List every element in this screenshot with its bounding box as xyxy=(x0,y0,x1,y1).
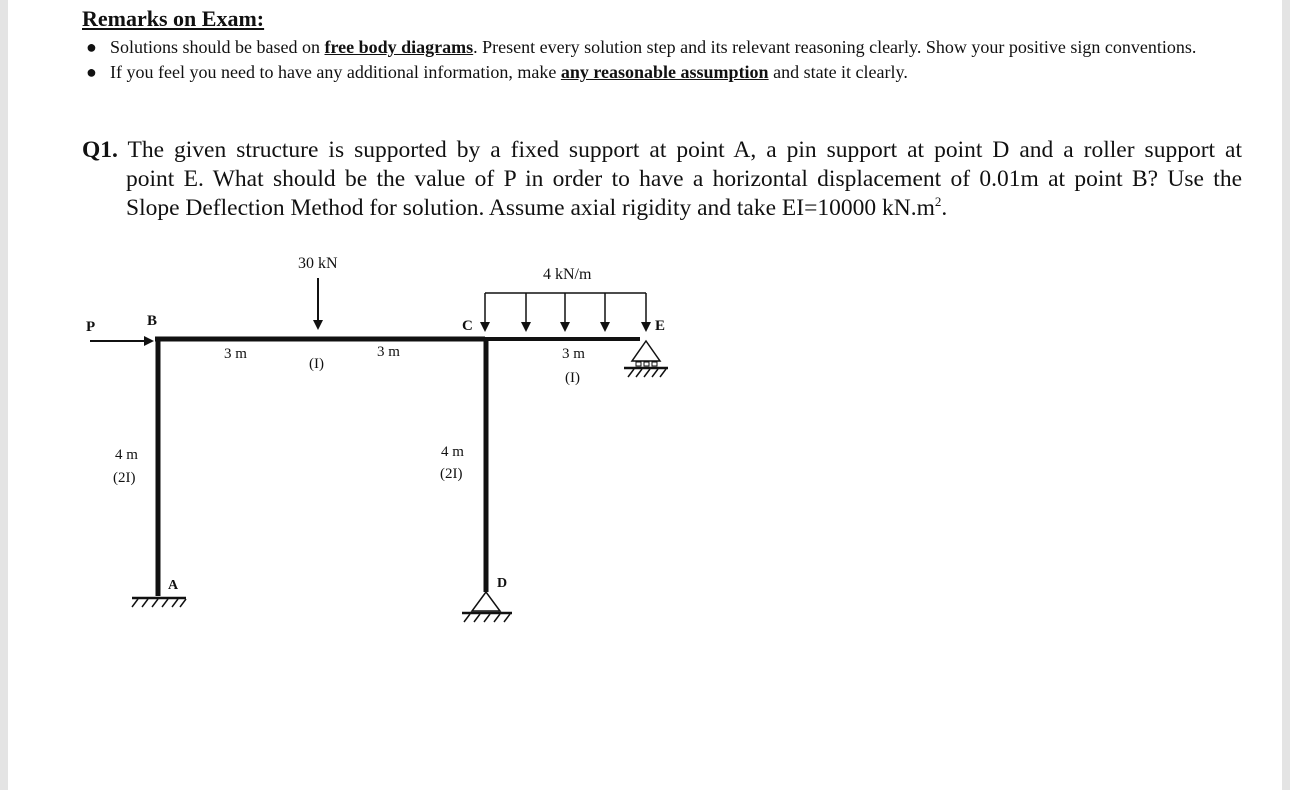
question-line-3 xyxy=(82,194,1242,223)
label-node-A: A xyxy=(168,578,179,593)
page-edge-left xyxy=(0,0,8,790)
remarks-bullet-2 xyxy=(82,60,1242,84)
question-label: Q1. xyxy=(82,137,118,163)
question-line-2: point E. What should be the value of P in order to have a horizontal displacement of 0.01m at point B? Use the xyxy=(126,166,1242,192)
roller-support-icon xyxy=(624,341,668,377)
label-point-load: 30 kN xyxy=(298,255,338,272)
question-1 xyxy=(82,136,1242,223)
free-body-diagrams-emphasis: free body diagrams xyxy=(324,37,474,57)
label-BC-inertia: (I) xyxy=(309,356,324,372)
question-text-3: Slope Deflection Method for solution. Assume axial rigidity and take EI=10000 kN.m xyxy=(126,195,935,221)
label-BC-right-length: 3 m xyxy=(377,344,400,360)
label-CD-length: 4 m xyxy=(441,444,464,460)
pin-support-icon xyxy=(462,592,512,622)
label-CE-inertia: (I) xyxy=(565,370,580,386)
label-distributed-load: 4 kN/m xyxy=(543,266,592,283)
page-edge-right xyxy=(1282,0,1290,790)
remarks-heading: Remarks on Exam: xyxy=(82,6,265,31)
bullet-1-text-rest: . Present every solution step and its relevant reasoning clearly. Show your positive sign conventions. xyxy=(473,37,1197,57)
label-CE-length: 3 m xyxy=(562,346,585,362)
remarks-list xyxy=(82,35,1242,85)
label-node-D: D xyxy=(497,576,508,591)
distributed-load-arrows-icon xyxy=(485,293,646,330)
bullet-dot-icon: ● xyxy=(86,62,97,82)
bullet-2-text-rest: and state it clearly. xyxy=(768,62,908,82)
reasonable-assumption-emphasis: any reasonable assumption xyxy=(560,62,769,82)
label-AB-inertia: (2I) xyxy=(113,470,136,486)
question-line-1 xyxy=(82,136,1242,165)
label-AB-length: 4 m xyxy=(115,447,138,463)
bullet-dot-icon: ● xyxy=(86,37,97,57)
question-text-3-end: . xyxy=(941,195,948,221)
superscript: 2 xyxy=(934,194,942,210)
label-node-C: C xyxy=(462,318,473,334)
fixed-support-icon xyxy=(132,598,186,607)
bullet-1-text: Solutions should be based on xyxy=(110,37,325,57)
label-P: P xyxy=(86,319,96,335)
label-node-E: E xyxy=(655,318,666,334)
question-text-1: The given structure is supported by a fixed support at point A, a pin support at point D and a roller support at xyxy=(127,137,1243,163)
label-BC-left-length: 3 m xyxy=(224,346,247,362)
label-node-B: B xyxy=(147,313,158,329)
label-CD-inertia: (2I) xyxy=(440,466,463,482)
bullet-2-text: If you feel you need to have any additional information, make xyxy=(110,62,561,82)
remarks-bullet-1 xyxy=(82,35,1242,59)
